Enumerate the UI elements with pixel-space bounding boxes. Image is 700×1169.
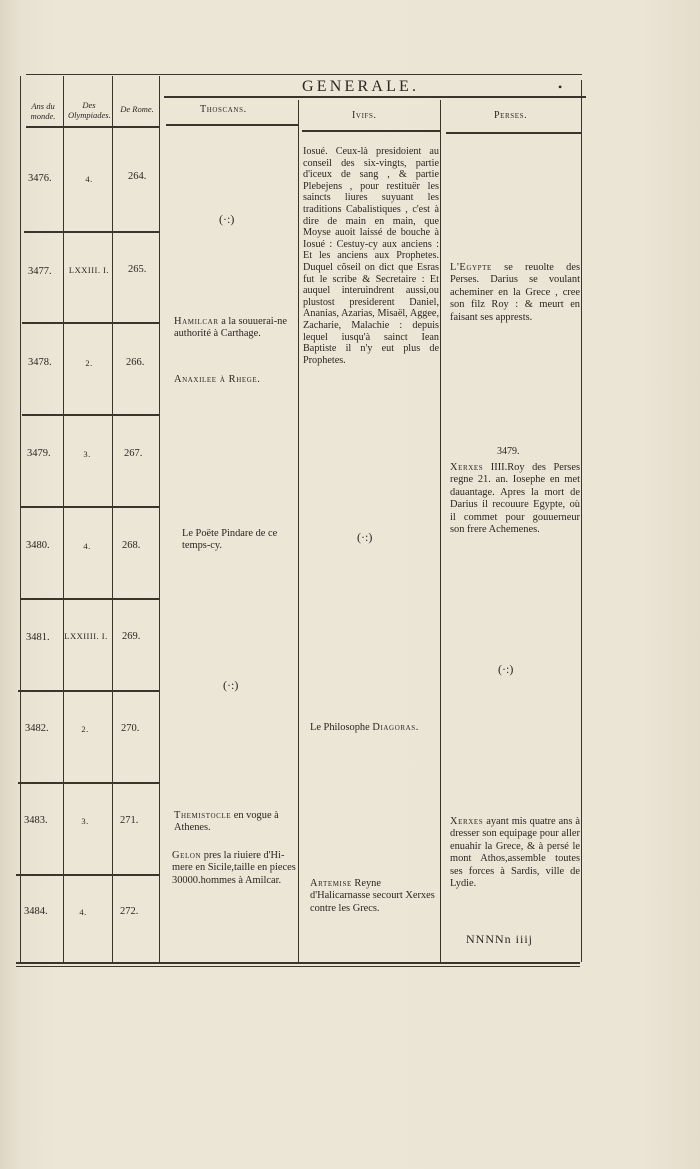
olympiad-cell: 3. <box>83 449 91 459</box>
olympiad-cell: 4. <box>83 541 91 551</box>
rome-cell: 269. <box>122 631 141 642</box>
ornament: (·:) <box>498 662 514 676</box>
year-cell: 3482. <box>25 723 49 734</box>
olympiad-cell: 4. <box>85 174 93 184</box>
egypte-name: L'Egypte <box>450 262 492 273</box>
row-separator <box>18 782 160 784</box>
rome-cell: 266. <box>126 357 145 368</box>
rome-cell: 270. <box>121 723 140 734</box>
diagoras-name: Diagoras. <box>372 722 419 733</box>
top-rule <box>26 74 582 75</box>
head-underline-tuscans <box>166 124 298 126</box>
themistocle-name: Themistocle <box>174 810 232 821</box>
col-head-rome: De Rome. <box>120 104 154 114</box>
olympiad-cell: LXXIII. I. <box>68 265 110 275</box>
xerxes-text: IIII.Roy des Perses regne 21. an. Iosephe en met dauantage. Apres la mort de Darius il recouure Egypte, où il commet pour gouuerneur son frere Achemenes. <box>450 462 580 536</box>
olympiad-cell: 4. <box>79 907 87 917</box>
olympiad-cell: 2. <box>81 724 89 734</box>
ornament: (·:) <box>223 678 239 692</box>
col-divider-1 <box>63 76 64 962</box>
xerxes2-text: ayant mis quatre ans à dresser son equipage pour aller enuahir la Grece, & à persé le mont Athos,assemble toutes ses forces à Sardis, ville de Lydie. <box>450 816 580 890</box>
col-head-olympiads: Des Olympiades. <box>68 100 111 120</box>
col-divider-2 <box>112 76 113 962</box>
xerxes2-name: Xerxes <box>450 816 484 827</box>
gelon-name: Gelon <box>172 850 202 861</box>
year-cell: 3481. <box>26 632 50 643</box>
col-head-tuscans: Thoscans. <box>200 104 247 115</box>
anaxilee-entry: Anaxilee à Rhege. <box>174 374 261 385</box>
col-head-persians: Perses. <box>494 110 528 121</box>
artemise-entry <box>310 878 440 915</box>
col-head-year: Ans du monde. <box>30 101 56 121</box>
ornament: (·:) <box>219 212 235 226</box>
hamilcar-text: a la souuerai-ne authorité à Carthage. <box>174 316 287 340</box>
egypte-entry <box>450 262 580 324</box>
signature-mark: NNNNn iiij <box>466 932 533 946</box>
col-head-jews: Ivifs. <box>352 110 377 121</box>
rome-cell: 267. <box>124 448 143 459</box>
row-separator <box>16 874 160 876</box>
right-border <box>581 80 582 962</box>
head-underline-persians <box>446 132 582 134</box>
diagoras-pre: Le Philosophe <box>310 722 373 733</box>
col-divider-4 <box>298 100 299 962</box>
rome-cell: 268. <box>122 540 141 551</box>
hamilcar-entry <box>174 316 296 341</box>
xerxes-name: Xerxes <box>450 462 484 473</box>
artemise-name: Artemise <box>310 878 352 889</box>
xerxes-entry <box>450 462 580 536</box>
col-divider-3 <box>159 76 160 962</box>
rome-cell: 272. <box>120 906 139 917</box>
ornament: (·:) <box>357 530 373 544</box>
rome-cell: 271. <box>120 815 139 826</box>
year-cell: 3484. <box>24 906 48 917</box>
artemise-text: Reyne d'Halicarnasse secourt Xerxes contre les Grecs. <box>310 878 435 914</box>
row-separator <box>22 414 160 416</box>
xerxes2-entry <box>450 816 580 890</box>
year-note: 3479. <box>497 446 520 457</box>
themistocle-text: en vogue à Athenes. <box>174 810 279 834</box>
olympiad-cell: 2. <box>85 358 93 368</box>
rome-cell: 264. <box>128 171 147 182</box>
head-underline-jews <box>302 130 440 132</box>
ornament-dot: • <box>558 80 563 94</box>
col-divider-5 <box>440 100 441 962</box>
header-rule <box>164 96 586 98</box>
gelon-entry <box>172 850 296 887</box>
year-cell: 3477. <box>28 266 52 277</box>
bottom-rule <box>16 962 580 964</box>
pindare-entry: Le Poëte Pindare de ce temps-cy. <box>182 528 278 552</box>
year-cell: 3476. <box>28 173 52 184</box>
olympiad-cell: LXXIIII. I. <box>64 631 108 641</box>
gelon-text: pres la riuiere d'Hi-mere en Sicile,taille en pieces 30000.hommes à Amilcar. <box>172 850 296 886</box>
row-separator <box>24 231 160 233</box>
row-separator <box>22 322 160 324</box>
bottom-rule-2 <box>16 966 580 967</box>
row-separator <box>20 506 160 508</box>
rome-cell: 265. <box>128 264 147 275</box>
year-cell: 3480. <box>26 540 50 551</box>
row-separator <box>18 690 160 692</box>
olympiad-cell: 3. <box>81 816 89 826</box>
year-cell: 3483. <box>24 815 48 826</box>
hamilcar-name: Hamilcar <box>174 316 219 327</box>
egypte-text: se reuolte des Perses. Darius se voulant acheminer en la Grece , cree son filz Roy : & meurt en faisant ses apprests. <box>450 262 580 323</box>
row-separator <box>20 598 160 600</box>
year-cell: 3478. <box>28 357 52 368</box>
themistocle-entry <box>174 810 296 835</box>
iosue-entry: Iosué. Ceux-là presidoient au conseil des six-vingts, partie d'iceux de sang , & partie Plebejens , pour restituër les saincts liures suyuant les traditions Cabalistiques , c'est à dire de main en main, que Moyse auoit laissé de bouche à Iosué : Cestuy-cy aux anciens : Et les anciens aux Prophetes. Duquel cõseil on dict que Esras fut le scribe & Secretaire : Et auquel interuindrent aussi,ou plustost presiderent Daniel, Ananias, Azarias, Misaël, Aggee, Zacharie, Malachie : depuis lequel iusqu'à sainct Iean Baptiste il n'y eut plus de Prophetes. <box>303 146 439 366</box>
head-underline-left <box>26 126 160 128</box>
year-cell: 3479. <box>27 448 51 459</box>
page-title: GENERALE. <box>302 78 420 95</box>
diagoras-entry <box>310 722 440 734</box>
left-border <box>20 76 21 962</box>
